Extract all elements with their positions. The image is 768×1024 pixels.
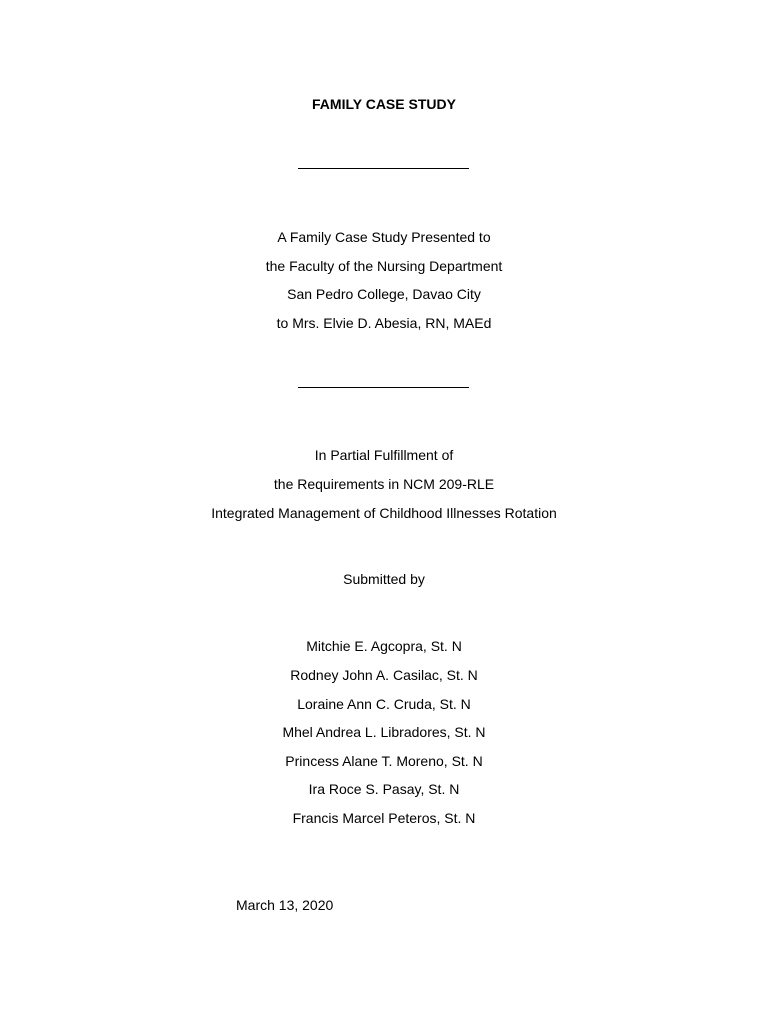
- author-name: Mhel Andrea L. Libradores, St. N: [282, 724, 486, 740]
- document-title: FAMILY CASE STUDY: [312, 96, 456, 112]
- divider-line-middle: [298, 387, 469, 388]
- presented-to-line-3: San Pedro College, Davao City: [287, 286, 481, 302]
- author-name: Francis Marcel Peteros, St. N: [292, 810, 476, 826]
- submission-date: March 13, 2020: [236, 897, 334, 913]
- fulfillment-line-1: In Partial Fulfillment of: [314, 447, 454, 463]
- author-name: Princess Alane T. Moreno, St. N: [285, 753, 483, 769]
- fulfillment-line-2: the Requirements in NCM 209-RLE: [273, 476, 495, 492]
- author-name: Loraine Ann C. Cruda, St. N: [297, 696, 471, 712]
- divider-line-top: [298, 168, 469, 169]
- presented-to-line-1: A Family Case Study Presented to: [277, 229, 491, 245]
- presented-to-line-4: to Mrs. Elvie D. Abesia, RN, MAEd: [276, 315, 492, 331]
- submitted-by-label: Submitted by: [343, 571, 425, 587]
- author-name: Rodney John A. Casilac, St. N: [290, 667, 478, 683]
- author-name: Ira Roce S. Pasay, St. N: [308, 781, 460, 797]
- fulfillment-line-3: Integrated Management of Childhood Illnesses Rotation: [211, 505, 557, 521]
- presented-to-line-2: the Faculty of the Nursing Department: [265, 258, 503, 274]
- author-name: Mitchie E. Agcopra, St. N: [306, 638, 462, 654]
